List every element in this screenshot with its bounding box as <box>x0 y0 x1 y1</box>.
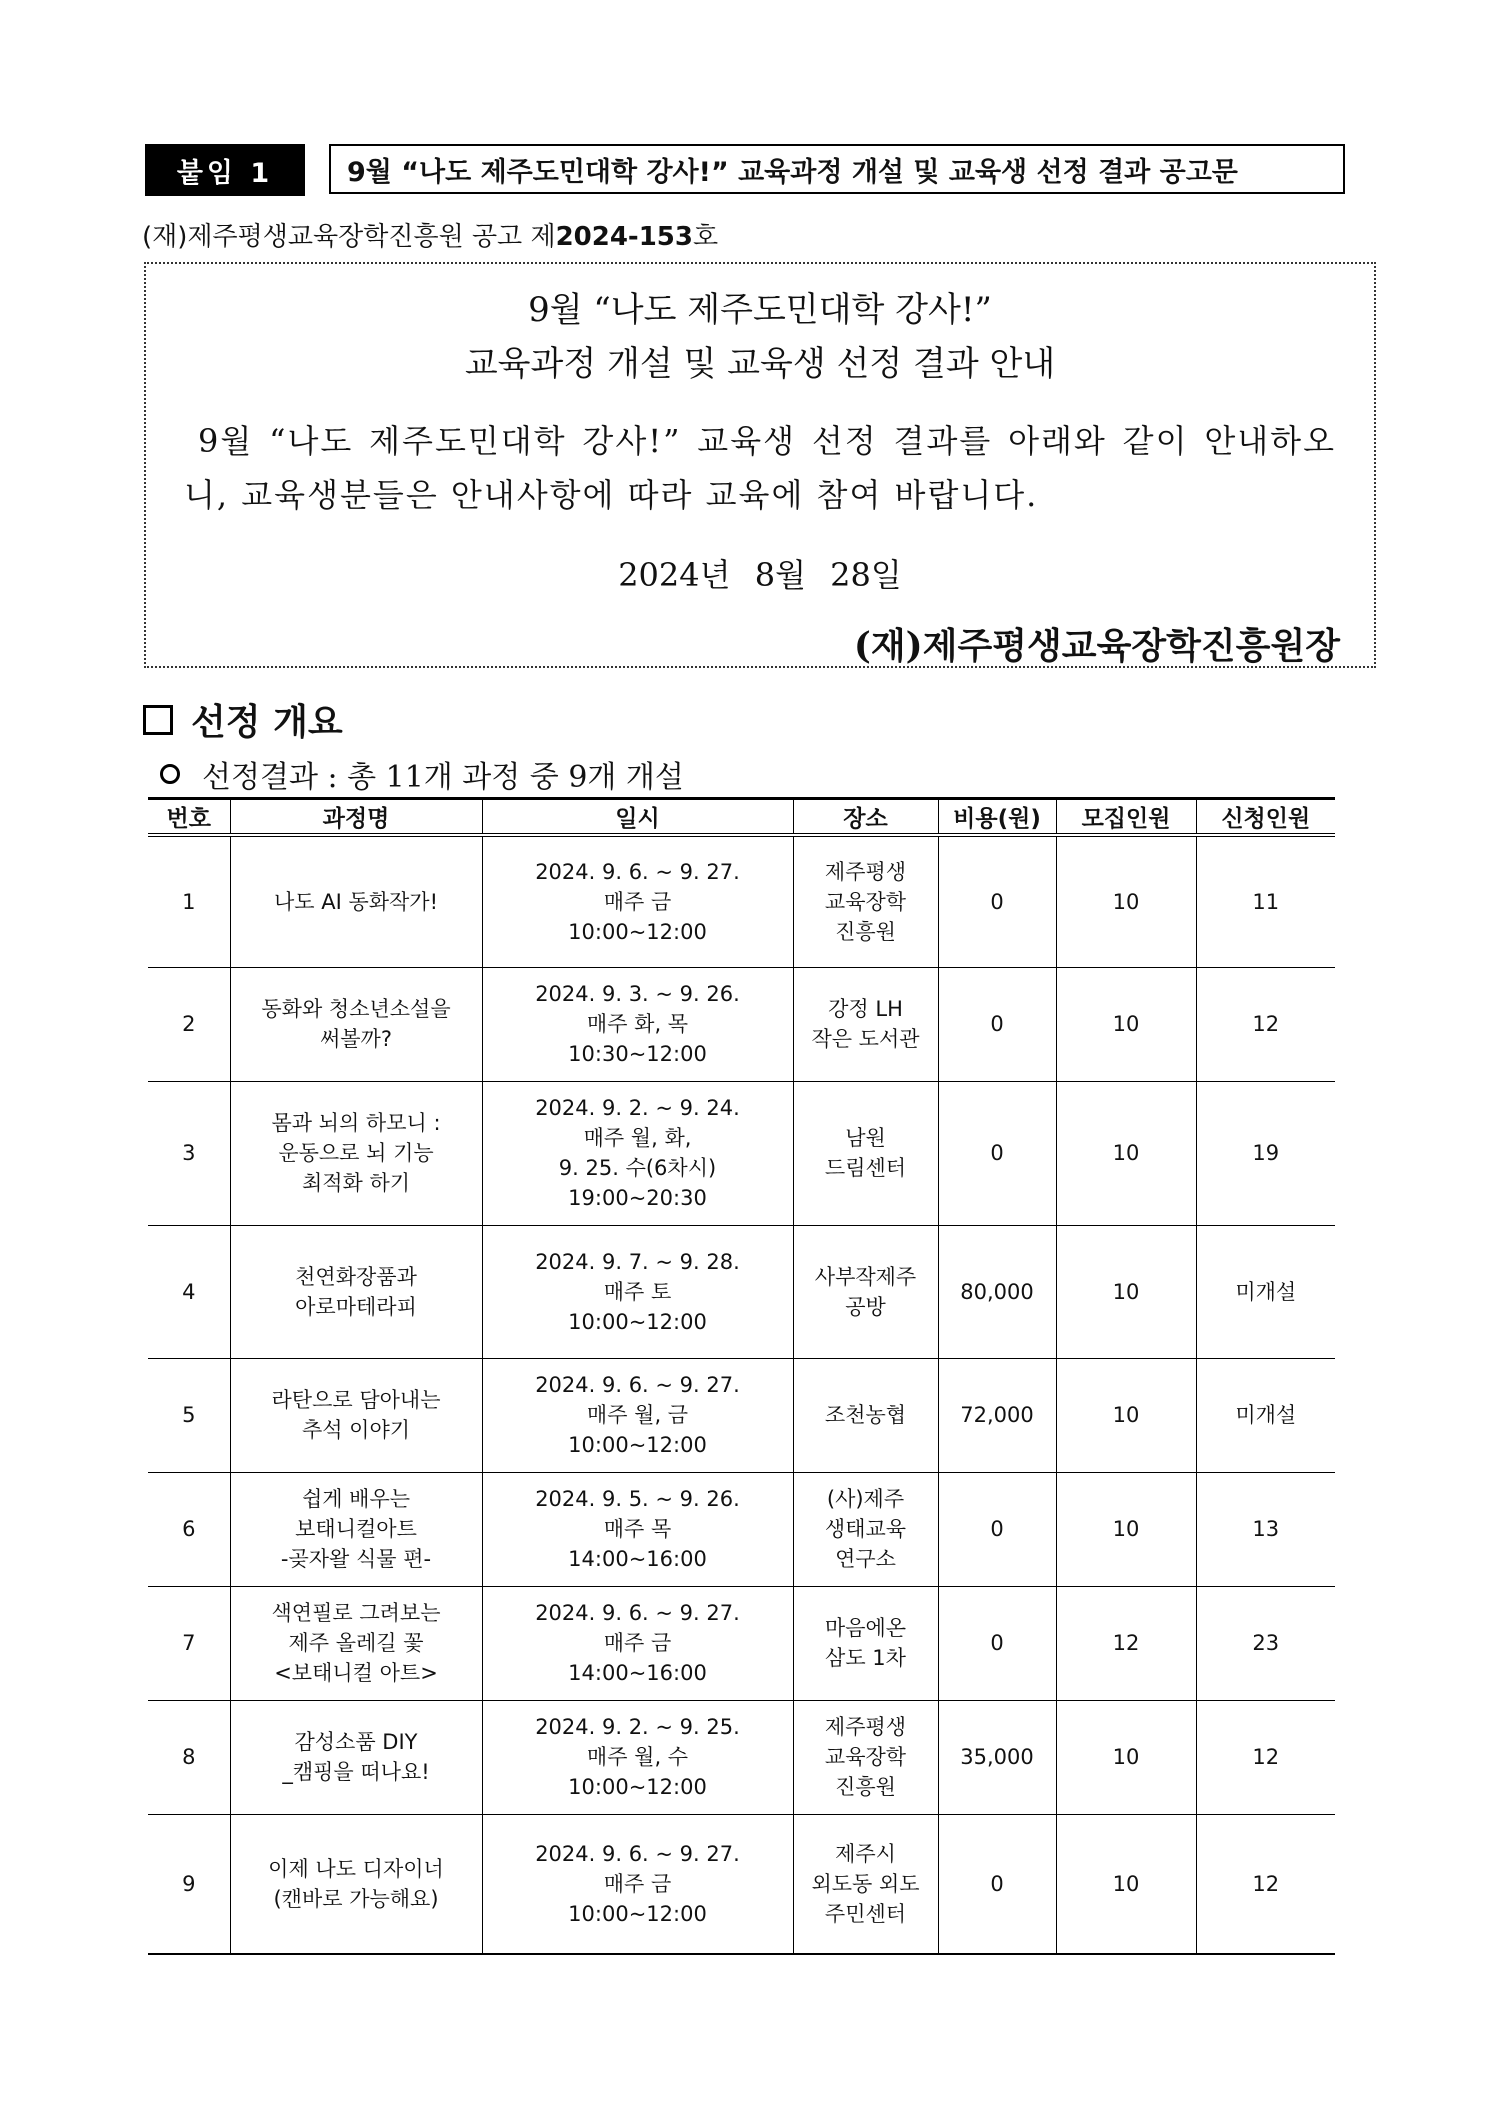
course-number: 5 <box>148 1358 230 1472</box>
announcement-title-box: 9월 “나도 제주도민대학 강사!” 교육과정 개설 및 교육생 선정 결과 공고문 <box>329 144 1345 194</box>
course-applicants: 12 <box>1196 967 1335 1081</box>
course-fee: 35,000 <box>938 1700 1056 1814</box>
selection-result <box>160 752 684 796</box>
course-location: 사부작제주 공방 <box>793 1225 938 1358</box>
column-header-col-number: 번호 <box>148 799 230 836</box>
course-number: 8 <box>148 1700 230 1814</box>
notice-signature: (재)제주평생교육장학진흥원장 <box>853 625 1340 667</box>
table-row <box>148 1586 1335 1700</box>
table-header-row <box>148 799 1335 836</box>
course-applicants: 12 <box>1196 1814 1335 1954</box>
column-header-col-capacity: 모집인원 <box>1056 799 1196 836</box>
course-applicants: 미개설 <box>1196 1225 1335 1358</box>
course-fee: 0 <box>938 967 1056 1081</box>
course-location: (사)제주 생태교육 연구소 <box>793 1472 938 1586</box>
course-applicants: 13 <box>1196 1472 1335 1586</box>
course-name: 이제 나도 디자이너 (캔바로 가능해요) <box>230 1814 482 1954</box>
checkbox-square-icon <box>143 705 173 735</box>
course-location: 마음에온 삼도 1차 <box>793 1586 938 1700</box>
table-row <box>148 967 1335 1081</box>
notice-date: 2024년 8월 28일 <box>618 556 902 594</box>
course-fee: 0 <box>938 1081 1056 1225</box>
course-fee: 0 <box>938 1472 1056 1586</box>
course-schedule: 2024. 9. 3. ~ 9. 26. 매주 화, 목 10:30~12:00 <box>482 967 793 1081</box>
notice-body: 9월 “나도 제주도민대학 강사!” 교육생 선정 결과를 아래와 같이 안내하오니, 교육생분들은 안내사항에 따라 교육에 참여 바랍니다. <box>184 422 1336 514</box>
course-fee: 0 <box>938 835 1056 967</box>
course-number: 9 <box>148 1814 230 1954</box>
course-capacity: 10 <box>1056 1700 1196 1814</box>
course-location: 제주시 외도동 외도 주민센터 <box>793 1814 938 1954</box>
table-row <box>148 1700 1335 1814</box>
course-applicants: 12 <box>1196 1700 1335 1814</box>
course-fee: 72,000 <box>938 1358 1056 1472</box>
course-table <box>148 797 1335 1955</box>
notice-number-prefix: (재)제주평생교육장학진흥원 공고 제 <box>142 222 556 252</box>
course-number: 4 <box>148 1225 230 1358</box>
section-heading-label: 선정 개요 <box>191 702 343 743</box>
course-schedule: 2024. 9. 2. ~ 9. 25. 매주 월, 수 10:00~12:00 <box>482 1700 793 1814</box>
table-row <box>148 1081 1335 1225</box>
attachment-badge: 붙임 1 <box>145 144 305 196</box>
course-capacity: 10 <box>1056 967 1196 1081</box>
course-location: 제주평생 교육장학 진흥원 <box>793 835 938 967</box>
table-row <box>148 1814 1335 1954</box>
course-name: 색연필로 그려보는 제주 올레길 꽃 <보태니컬 아트> <box>230 1586 482 1700</box>
notice-title-line2: 교육과정 개설 및 교육생 선정 결과 안내 <box>464 344 1056 384</box>
notice-number-suffix: 호 <box>693 222 719 252</box>
course-fee: 80,000 <box>938 1225 1056 1358</box>
course-number: 2 <box>148 967 230 1081</box>
course-capacity: 10 <box>1056 835 1196 967</box>
notice-box <box>144 262 1376 668</box>
course-fee: 0 <box>938 1586 1056 1700</box>
course-number: 3 <box>148 1081 230 1225</box>
table-row <box>148 1358 1335 1472</box>
course-schedule: 2024. 9. 6. ~ 9. 27. 매주 금 14:00~16:00 <box>482 1586 793 1700</box>
course-location: 강정 LH 작은 도서관 <box>793 967 938 1081</box>
course-applicants: 19 <box>1196 1081 1335 1225</box>
column-header-col-location: 장소 <box>793 799 938 836</box>
course-name: 나도 AI 동화작가! <box>230 835 482 967</box>
course-applicants: 11 <box>1196 835 1335 967</box>
attachment-header <box>145 144 305 200</box>
course-name: 동화와 청소년소설을 써볼까? <box>230 967 482 1081</box>
course-location: 조천농협 <box>793 1358 938 1472</box>
course-schedule: 2024. 9. 6. ~ 9. 27. 매주 금 10:00~12:00 <box>482 835 793 967</box>
course-number: 1 <box>148 835 230 967</box>
notice-number-value: 2024-153 <box>555 222 693 252</box>
course-capacity: 10 <box>1056 1081 1196 1225</box>
section-heading <box>143 694 343 745</box>
course-capacity: 10 <box>1056 1814 1196 1954</box>
course-number: 6 <box>148 1472 230 1586</box>
notice-title-line1: 9월 “나도 제주도민대학 강사!” <box>528 290 992 330</box>
course-name: 천연화장품과 아로마테라피 <box>230 1225 482 1358</box>
course-location: 남원 드림센터 <box>793 1081 938 1225</box>
course-schedule: 2024. 9. 6. ~ 9. 27. 매주 금 10:00~12:00 <box>482 1814 793 1954</box>
circle-bullet-icon <box>160 764 180 784</box>
table-row <box>148 1472 1335 1586</box>
course-capacity: 10 <box>1056 1225 1196 1358</box>
course-number: 7 <box>148 1586 230 1700</box>
course-name: 몸과 뇌의 하모니 : 운동으로 뇌 기능 최적화 하기 <box>230 1081 482 1225</box>
course-location: 제주평생 교육장학 진흥원 <box>793 1700 938 1814</box>
course-name: 라탄으로 담아내는 추석 이야기 <box>230 1358 482 1472</box>
course-capacity: 10 <box>1056 1358 1196 1472</box>
course-applicants: 23 <box>1196 1586 1335 1700</box>
course-schedule: 2024. 9. 7. ~ 9. 28. 매주 토 10:00~12:00 <box>482 1225 793 1358</box>
column-header-col-schedule: 일시 <box>482 799 793 836</box>
course-name: 쉽게 배우는 보태니컬아트 -곶자왈 식물 편- <box>230 1472 482 1586</box>
notice-number <box>142 216 718 253</box>
course-schedule: 2024. 9. 5. ~ 9. 26. 매주 목 14:00~16:00 <box>482 1472 793 1586</box>
column-header-col-course-name: 과정명 <box>230 799 482 836</box>
table-row <box>148 835 1335 967</box>
course-schedule: 2024. 9. 6. ~ 9. 27. 매주 월, 금 10:00~12:00 <box>482 1358 793 1472</box>
column-header-col-applicants: 신청인원 <box>1196 799 1335 836</box>
table-row <box>148 1225 1335 1358</box>
course-name: 감성소품 DIY _캠핑을 떠나요! <box>230 1700 482 1814</box>
course-schedule: 2024. 9. 2. ~ 9. 24. 매주 월, 화, 9. 25. 수(6차시) 19:00~20:30 <box>482 1081 793 1225</box>
course-applicants: 미개설 <box>1196 1358 1335 1472</box>
table-body <box>148 835 1335 1954</box>
selection-result-text: 선정결과 : 총 11개 과정 중 9개 개설 <box>202 760 684 795</box>
course-capacity: 12 <box>1056 1586 1196 1700</box>
column-header-col-fee: 비용(원) <box>938 799 1056 836</box>
course-capacity: 10 <box>1056 1472 1196 1586</box>
course-fee: 0 <box>938 1814 1056 1954</box>
